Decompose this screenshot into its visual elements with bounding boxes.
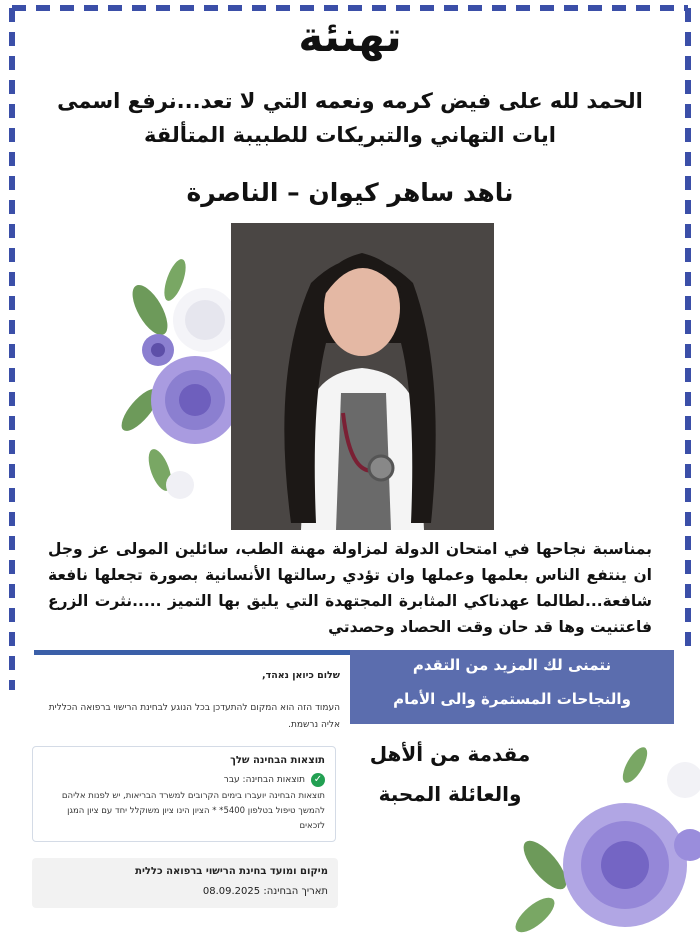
results-status: תוצאות הבחינה: עבר [223, 775, 305, 785]
card-title: تهنئة [298, 12, 402, 61]
results-note: תוצאות הבחינה יועברו בימים הקרובים למשרד הבריאות, יש לפנות אליהם להמשך טיפול בטלפון 5400* * הציון הינו ציון משוקלל יחד עם ציון המגן לזכאים [61, 791, 325, 831]
document-greeting: שלום כיואן נאהד, [262, 670, 340, 681]
location-title: מיקום ומועד בחינת הרישוי ברפואה כללית [135, 866, 328, 877]
document-header-bar [34, 650, 350, 655]
congratulation-body: بمناسبة نجاحها في امتحان الدولة لمزاولة مهنة الطب، سائلين المولى عز وجل ان ينتفع الناس بعلمها وعملها وان تؤدي رسالتها الأنسانية بصورة تجعلها نافعة شافعة...لطالما عهدناكي المثابرة المجتهدة التي يليق بها التميز .....نثرت الزرع فاعتنيت وها قد حان وقت الحصاد وحصدتي [48, 540, 652, 636]
document-description: העמוד הזה הוא המקום להתעדכן בכל הנוגע לבחינת הרישוי ברפואה הכללית אליה נרשמת. [48, 703, 340, 730]
signature-text: مقدمة من ألأهل والعائلة المحبة [369, 742, 531, 806]
wish-line-1: نتمنى لك المزيد من التقدم [412, 656, 612, 674]
exam-date: תאריך הבחינה: 08.09.2025 [202, 886, 328, 897]
exam-location-card [32, 858, 338, 908]
intro-text: الحمد لله على فيض كرمه ونعمه التي لا تعد...نرفع اسمى ايات التهاني والتبريكات للطبيبة المتألقة [57, 89, 643, 147]
wish-banner [350, 650, 674, 724]
honoree-name: ناهد ساهر كيوان – الناصرة [186, 178, 514, 207]
wish-line-2: والنجاحات المستمرة والى الأمام [393, 690, 631, 708]
flower-bouquet-right [515, 745, 700, 933]
honoree-photo [231, 223, 494, 530]
results-card [32, 746, 336, 842]
check-icon: ✓ [311, 773, 325, 787]
results-title: תוצאות הבחינה שלך [230, 755, 325, 766]
exam-result-document [20, 650, 350, 933]
